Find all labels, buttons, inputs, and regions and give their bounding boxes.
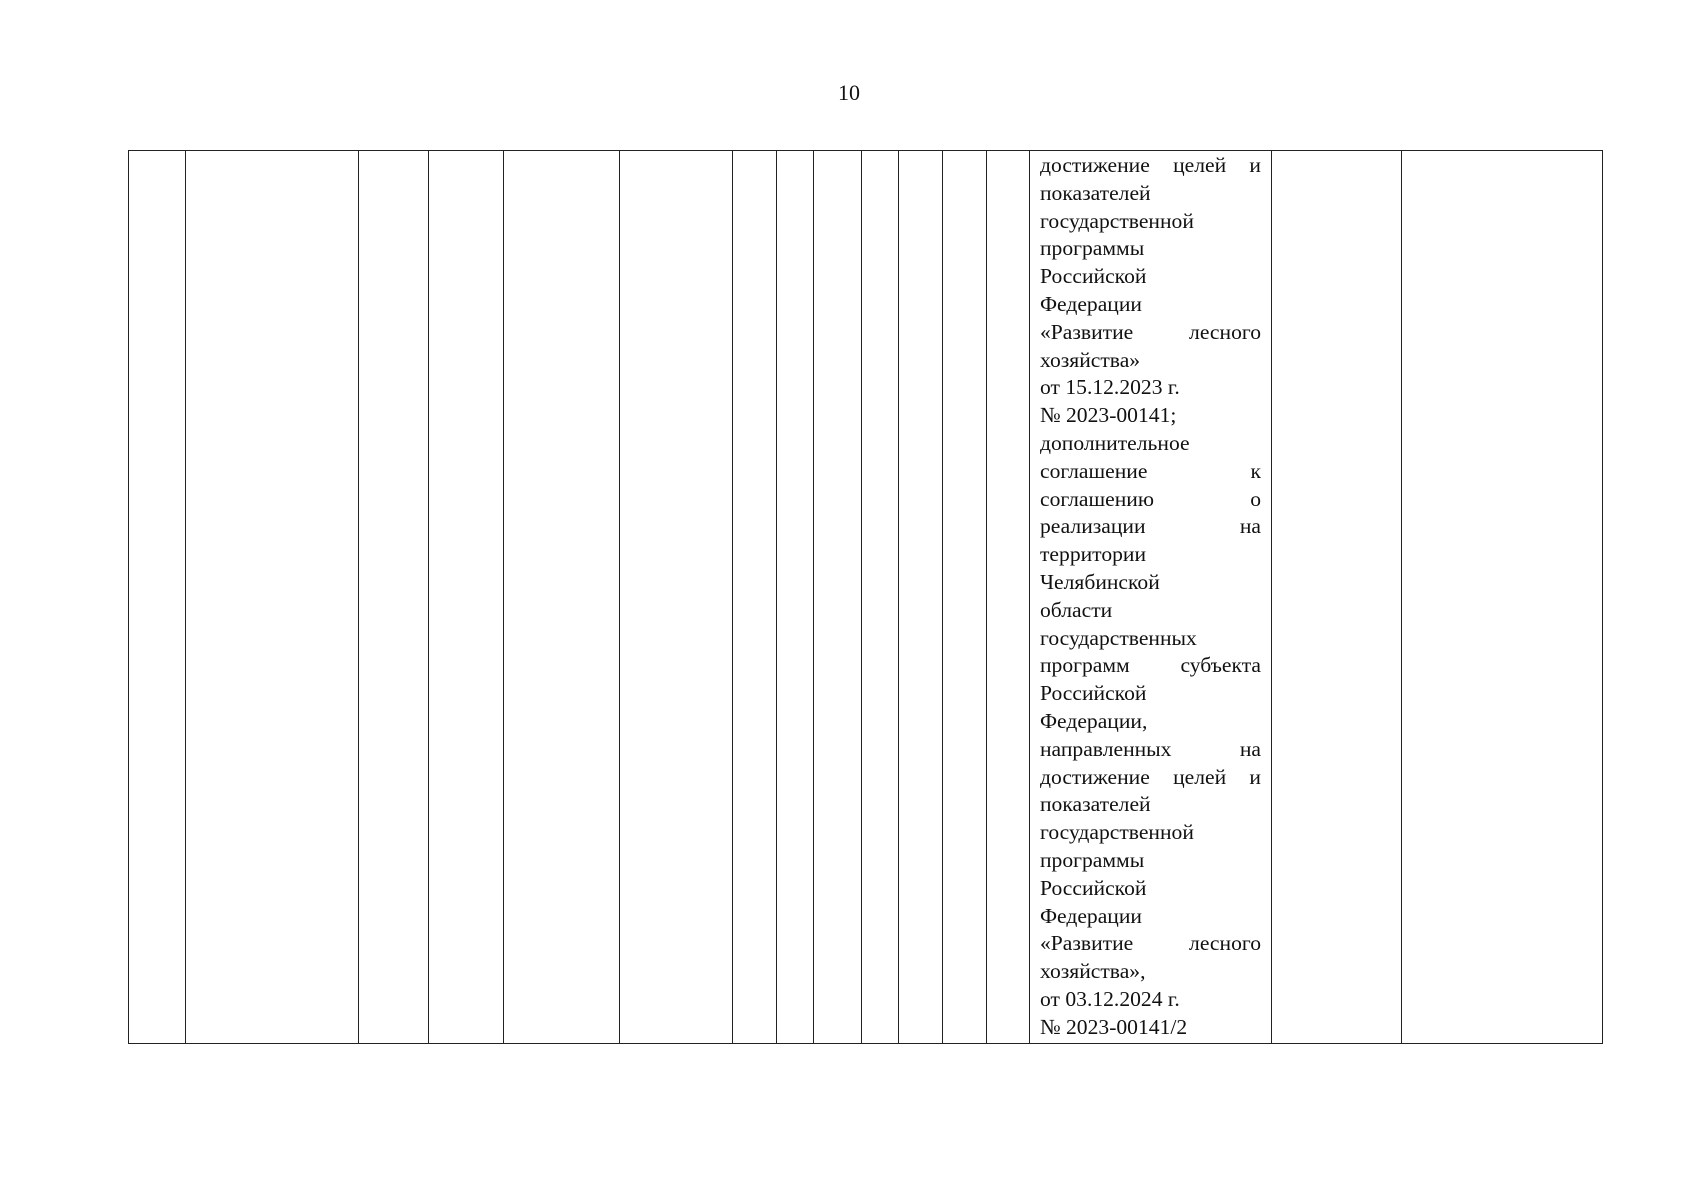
empty-cell-1 — [129, 151, 186, 1044]
text-line: соглашение к — [1040, 458, 1261, 483]
text-line: Федерации, — [1040, 708, 1148, 733]
agreement-text-cell — [1030, 151, 1272, 1044]
empty-cell-8 — [777, 151, 814, 1044]
document-table — [128, 150, 1603, 1044]
text-line: Федерации — [1040, 903, 1142, 928]
text-line: «Развитие лесного — [1040, 931, 1261, 956]
text-line: показателей — [1040, 180, 1151, 205]
text-line: государственной — [1040, 820, 1194, 845]
text-line: направленных на — [1040, 736, 1261, 761]
text-line: от 03.12.2024 г. — [1040, 986, 1180, 1011]
text-line: № 2023-00141; — [1040, 403, 1177, 428]
text-line: государственных — [1040, 625, 1197, 650]
empty-cell-5 — [504, 151, 620, 1044]
text-line: государственной — [1040, 208, 1194, 233]
empty-cell-13 — [987, 151, 1030, 1044]
text-line: Российской — [1040, 681, 1147, 706]
text-line: «Развитие лесного — [1040, 319, 1261, 344]
empty-cell-3 — [359, 151, 429, 1044]
text-line: № 2023-00141/2 — [1040, 1014, 1188, 1039]
table-row — [129, 151, 1603, 1044]
text-line: хозяйства», — [1040, 959, 1146, 984]
text-line: Федерации — [1040, 291, 1142, 316]
text-line: достижение целей и — [1040, 153, 1261, 177]
text-line: программы — [1040, 236, 1145, 261]
text-line: области — [1040, 597, 1113, 622]
empty-cell-4 — [429, 151, 504, 1044]
text-line: достижение целей и — [1040, 764, 1261, 789]
empty-cell-12 — [943, 151, 987, 1044]
text-line: показателей — [1040, 792, 1151, 817]
empty-cell-6 — [620, 151, 733, 1044]
empty-cell-16 — [1402, 151, 1603, 1044]
text-line: программ субъекта — [1040, 653, 1261, 678]
text-line: территории — [1040, 542, 1147, 567]
text-line: Российской — [1040, 264, 1147, 289]
text-line: Российской — [1040, 875, 1147, 900]
empty-cell-15 — [1272, 151, 1402, 1044]
text-line: соглашению о — [1040, 486, 1261, 511]
empty-cell-10 — [862, 151, 899, 1044]
empty-cell-9 — [814, 151, 862, 1044]
empty-cell-11 — [899, 151, 943, 1044]
text-line: реализации на — [1040, 514, 1261, 539]
empty-cell-2 — [186, 151, 359, 1044]
text-line: от 15.12.2023 г. — [1040, 375, 1180, 400]
text-line: хозяйства» — [1040, 347, 1141, 372]
empty-cell-7 — [733, 151, 777, 1044]
text-line: Челябинской — [1040, 569, 1160, 594]
page-number: 10 — [838, 80, 860, 105]
text-line: дополнительное — [1040, 430, 1190, 455]
text-line: программы — [1040, 847, 1145, 872]
